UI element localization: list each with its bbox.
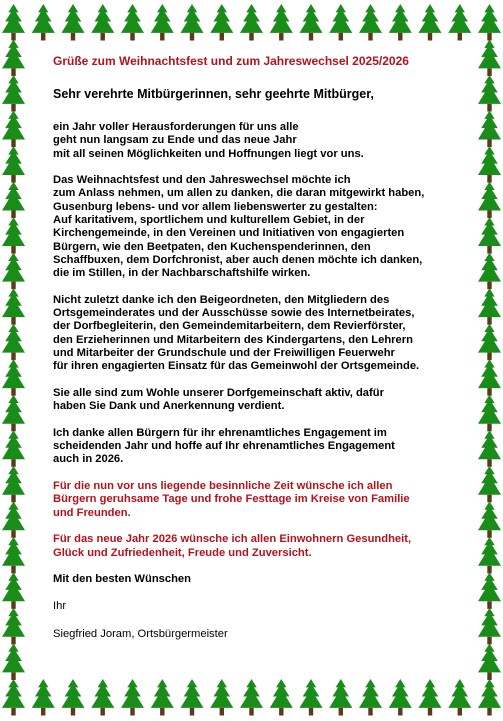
christmas-tree-icon	[478, 75, 501, 111]
christmas-tree-icon	[329, 679, 352, 716]
christmas-tree-icon	[2, 608, 25, 644]
christmas-tree-icon	[448, 4, 471, 41]
paragraph-thanks-community: Das Weihnachtsfest und den Jahreswechsel möchte ich zum Anlass nehmen, um allen zu danken, die daran mitgewirkt haben, Gusenburg lebens- und vor allem liebenswerter zu gestalten: Auf karitativem, sportlichem und kulturellem Gebiet, in der Kirchengemeinde, in den Vereinen und Initiativen von engagierten Bürgern, wie den Beetpaten, den Kuchenspenderinnen, den Schaffbuxen, dem Dorfchronist, aber auch denen möchte ich danken, die im Stillen, in der Nachbarschaftshilfe wirken.	[53, 174, 425, 280]
christmas-tree-icon	[419, 679, 442, 716]
christmas-tree-icon	[389, 4, 412, 41]
christmas-tree-icon	[478, 146, 501, 183]
christmas-tree-icon	[2, 40, 25, 77]
christmas-tree-icon	[2, 395, 25, 432]
christmas-tree-icon	[478, 466, 501, 503]
christmas-tree-icon	[2, 288, 25, 325]
christmas-tree-icon	[32, 4, 55, 41]
letter-title: Grüße zum Weihnachtsfest und zum Jahreswechsel 2025/2026	[53, 54, 409, 68]
christmas-tree-icon	[329, 4, 352, 41]
christmas-tree-icon	[270, 679, 293, 716]
christmas-tree-icon	[240, 4, 263, 41]
christmas-tree-icon	[478, 182, 501, 219]
christmas-tree-icon	[478, 40, 501, 77]
paragraph-recognition: Sie alle sind zum Wohle unserer Dorfgemeinschaft aktiv, dafür haben Sie Dank und Anerkennung verdient.	[53, 386, 384, 413]
christmas-tree-icon	[2, 217, 25, 253]
christmas-tree-icon	[2, 75, 25, 111]
christmas-tree-icon	[478, 679, 501, 716]
christmas-tree-icon	[300, 679, 323, 716]
christmas-tree-icon	[478, 572, 501, 608]
christmas-tree-icon	[270, 4, 293, 41]
christmas-tree-icon	[478, 111, 501, 148]
christmas-tree-icon	[478, 395, 501, 432]
christmas-tree-icon	[359, 4, 382, 41]
christmas-tree-icon	[62, 679, 85, 716]
christmas-tree-icon	[121, 679, 144, 716]
christmas-tree-icon	[478, 359, 501, 395]
christmas-tree-icon	[2, 679, 25, 716]
letter-ihr: Ihr	[53, 600, 67, 613]
christmas-tree-icon	[2, 572, 25, 608]
christmas-tree-icon	[2, 501, 25, 537]
paragraph-intro: ein Jahr voller Herausforderungen für uns alle geht nun langsam zu Ende und das neue Jahr mit all seinen Möglichkeiten und Hoffnungen liegt vor uns.	[53, 121, 364, 160]
christmas-tree-icon	[478, 217, 501, 253]
christmas-tree-icon	[210, 4, 233, 41]
christmas-tree-icon	[300, 4, 323, 41]
christmas-tree-icon	[448, 679, 471, 716]
paragraph-christmas-wishes: Für die nun vor uns liegende besinnliche Zeit wünsche ich allen Bürgern geruhsame Tage und frohe Festtage im Kreise von Familie und Freunden.	[53, 480, 410, 519]
paragraph-thanks-officials: Nicht zuletzt danke ich den Beigeordneten, den Mitgliedern des Ortsgemeinderates und der Ausschüsse sowie des Internetbeirates, der Dorfbegleiterin, den Gemeindemitarbeitern, dem Revierförster, den Erzieherinnen und Mitarbeitern des Kindergartens, den Lehrern und Mitarbeiter der Grundschule und der Freiwilligen Feuerwehr für ihren engagierten Einsatz für das Gemeinwohl der Ortsgemeinde.	[53, 293, 420, 373]
christmas-tree-icon	[478, 253, 501, 290]
christmas-tree-icon	[121, 4, 144, 41]
christmas-tree-icon	[2, 644, 25, 681]
christmas-tree-icon	[62, 4, 85, 41]
letter-salutation: Sehr verehrte Mitbürgerinnen, sehr geehrte Mitbürger,	[53, 87, 374, 101]
christmas-tree-icon	[2, 359, 25, 395]
christmas-tree-icon	[478, 644, 501, 681]
letter-body	[53, 54, 458, 654]
christmas-tree-icon	[240, 679, 263, 716]
christmas-tree-icon	[181, 4, 204, 41]
christmas-tree-icon	[32, 679, 55, 716]
paragraph-volunteering: Ich danke allen Bürgern für ihr ehrenamtliches Engagement im scheidenden Jahr und hoffe auf Ihr ehrenamtliches Engagement auch in 2026.	[53, 426, 395, 466]
christmas-tree-icon	[2, 430, 25, 467]
christmas-tree-icon	[91, 679, 114, 716]
christmas-tree-icon	[478, 324, 501, 361]
christmas-tree-icon	[210, 679, 233, 716]
christmas-tree-icon	[2, 4, 25, 41]
christmas-tree-icon	[478, 430, 501, 467]
christmas-tree-icon	[2, 466, 25, 503]
christmas-tree-icon	[389, 679, 412, 716]
christmas-tree-icon	[478, 608, 501, 644]
paragraph-new-year-wishes: Für das neue Jahr 2026 wünsche ich allen Einwohnern Gesundheit, Glück und Zufriedenheit, Freude und Zuversicht.	[53, 533, 412, 559]
christmas-tree-icon	[2, 146, 25, 183]
letter-closing: Mit den besten Wünschen	[53, 573, 191, 586]
christmas-tree-icon	[2, 111, 25, 148]
letter-signature: Siegfried Joram, Ortsbürgermeister	[53, 627, 228, 640]
christmas-tree-icon	[2, 182, 25, 219]
christmas-tree-icon	[181, 679, 204, 716]
christmas-tree-icon	[478, 537, 501, 573]
christmas-tree-icon	[419, 4, 442, 41]
christmas-tree-icon	[359, 679, 382, 716]
christmas-tree-icon	[2, 324, 25, 361]
christmas-tree-icon	[478, 501, 501, 537]
christmas-tree-icon	[91, 4, 114, 41]
christmas-tree-icon	[151, 4, 174, 41]
christmas-tree-icon	[2, 537, 25, 573]
christmas-tree-icon	[478, 288, 501, 325]
christmas-tree-icon	[478, 4, 501, 41]
christmas-tree-icon	[151, 679, 174, 716]
christmas-tree-icon	[2, 253, 25, 290]
